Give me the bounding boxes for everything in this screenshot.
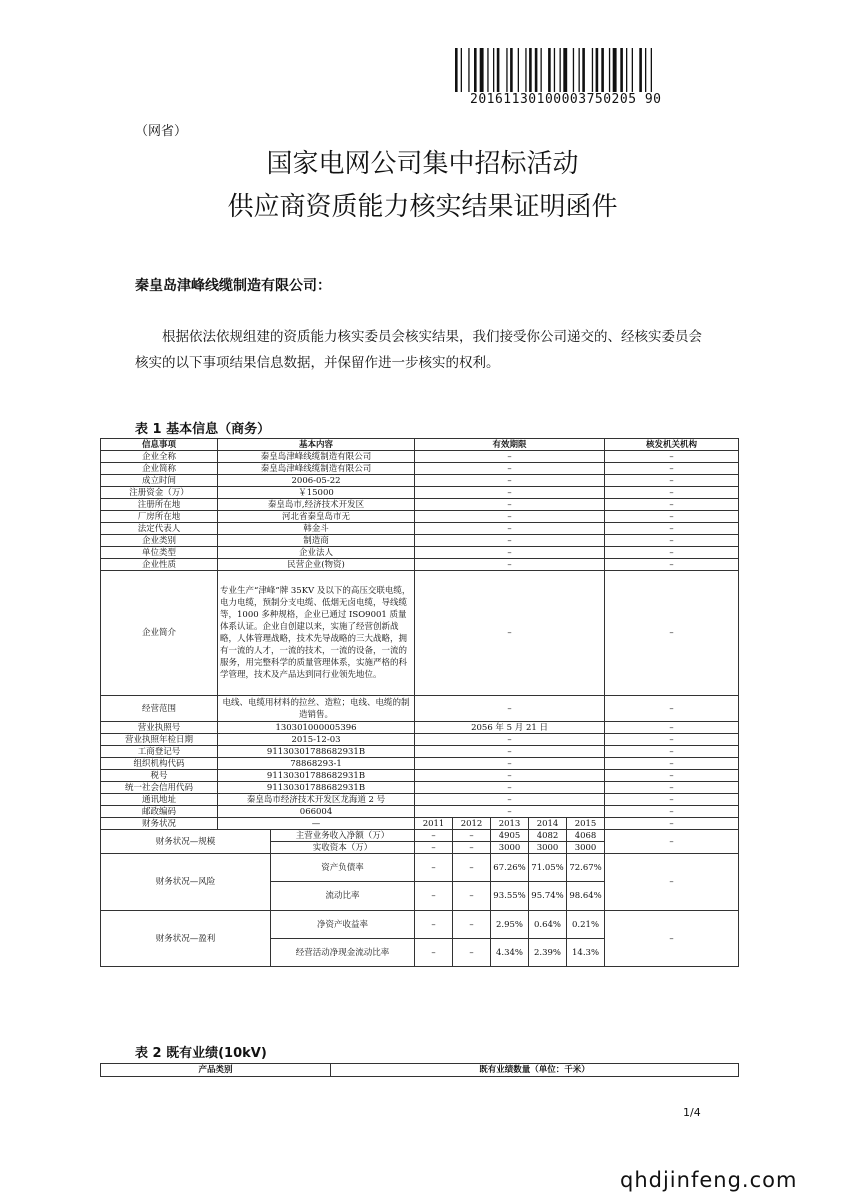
profit-value: 0.21%	[567, 911, 605, 939]
finance-year: 2014	[529, 818, 567, 830]
risk-value: 95.74%	[529, 882, 567, 911]
table-row	[101, 535, 739, 547]
item-issuer: –	[605, 487, 739, 499]
scope-label: 经营范围	[101, 696, 218, 722]
profit-group-label: 财务状况—盈利	[101, 911, 271, 967]
barcode-number: 20161130100003750205 90	[470, 92, 662, 107]
item-validity: –	[415, 734, 605, 746]
item-content: 78868293-1	[218, 758, 415, 770]
scope-issuer: –	[605, 696, 739, 722]
barcode-bar	[632, 48, 633, 92]
barcode-bar	[563, 48, 567, 92]
table-row	[101, 734, 739, 746]
item-label: 企业类别	[101, 535, 218, 547]
table-row	[101, 559, 739, 571]
item-content: 91130301788682931B	[218, 770, 415, 782]
item-validity: –	[415, 782, 605, 794]
barcode-bar	[468, 48, 469, 92]
item-issuer: –	[605, 722, 739, 734]
scale-value: 4068	[567, 830, 605, 842]
risk-group-label: 财务状况—风险	[101, 854, 271, 911]
header-content: 基本内容	[218, 439, 415, 451]
barcode-bar	[461, 48, 462, 92]
table-row	[101, 475, 739, 487]
table2-caption: 表 2 既有业绩(10kV)	[135, 1046, 267, 1061]
item-issuer: –	[605, 559, 739, 571]
table-row	[101, 770, 739, 782]
profit-metric: 净资产收益率	[271, 911, 415, 939]
barcode-bar	[497, 48, 500, 92]
barcode-bar	[573, 48, 574, 92]
finance-issuer: –	[605, 818, 739, 830]
item-issuer: –	[605, 746, 739, 758]
item-content: 河北省秦皇岛市无	[218, 511, 415, 523]
barcode-bar	[548, 48, 551, 92]
barcode-bar	[529, 48, 532, 92]
risk-value: –	[453, 882, 491, 911]
intro-content: 专业生产“津峰”牌 35KV 及以下的高压交联电缆，电力电缆，预制分支电缆、低烟无卤电缆，导线缆等，1000 多种规格，企业已通过 ISO9001 质量体系认证。企业自创建以来，实施了经营创新战略，人体管理战略，技术先导战略的三大战略，拥有一流的人才，一流的技术，一流的设备，一流的服务，用完整科学的质量管理体系，实施严格的科学管理，技术及产品达到同行业领先地位。	[218, 571, 415, 696]
item-validity: –	[415, 794, 605, 806]
profit-value: 2.95%	[491, 911, 529, 939]
scope-content: 电线、电缆用材料的拉丝、造粒；电线、电缆的制造销售。	[218, 696, 415, 722]
table2-header-quantity: 既有业绩数量（单位：千米）	[331, 1064, 739, 1077]
item-validity: –	[415, 547, 605, 559]
finance-year: 2013	[491, 818, 529, 830]
item-issuer: –	[605, 758, 739, 770]
scale-group-label: 财务状况—规模	[101, 830, 271, 854]
profit-metric: 经营活动净现金流动比率	[271, 939, 415, 967]
table-row	[101, 499, 739, 511]
table-row	[101, 547, 739, 559]
table-row	[101, 487, 739, 499]
item-label: 统一社会信用代码	[101, 782, 218, 794]
item-label: 企业简称	[101, 463, 218, 475]
item-issuer: –	[605, 734, 739, 746]
item-validity: –	[415, 806, 605, 818]
item-issuer: –	[605, 499, 739, 511]
item-label: 厂房所在地	[101, 511, 218, 523]
item-issuer: –	[605, 451, 739, 463]
barcode-bar	[493, 48, 494, 92]
barcode-bar	[518, 48, 519, 92]
risk-metric: 资产负债率	[271, 854, 415, 882]
performance-table	[100, 1063, 739, 1077]
barcode-bar	[474, 48, 477, 92]
item-label: 邮政编码	[101, 806, 218, 818]
item-content: 2006-05-22	[218, 475, 415, 487]
item-content: 秦皇岛市,经济技术开发区	[218, 499, 415, 511]
item-label: 单位类型	[101, 547, 218, 559]
item-content: 秦皇岛市经济技术开发区龙海道 2 号	[218, 794, 415, 806]
table2-header-product: 产品类别	[101, 1064, 331, 1077]
item-validity: –	[415, 499, 605, 511]
intro-label: 企业简介	[101, 571, 218, 696]
scale-value: 3000	[491, 842, 529, 854]
table-row	[101, 794, 739, 806]
profit-value: –	[453, 939, 491, 967]
table-row	[101, 782, 739, 794]
item-validity: –	[415, 770, 605, 782]
profit-value: 14.3%	[567, 939, 605, 967]
table-row	[101, 523, 739, 535]
item-content: 066004	[218, 806, 415, 818]
finance-status-label: 财务状况	[101, 818, 218, 830]
item-content: 韩金斗	[218, 523, 415, 535]
scale-metric: 主营业务收入净额（万）	[271, 830, 415, 842]
item-label: 企业性质	[101, 559, 218, 571]
item-label: 营业执照号	[101, 722, 218, 734]
barcode-bar	[626, 48, 627, 92]
item-validity: –	[415, 511, 605, 523]
item-validity: –	[415, 746, 605, 758]
item-issuer: –	[605, 770, 739, 782]
barcode-bar	[506, 48, 507, 92]
item-content: 2015-12-03	[218, 734, 415, 746]
intro-paragraph: 根据依法依规组建的资质能力核实委员会核实结果，我们接受你公司递交的、经核实委员会核实的以下事项结果信息数据，并保留作进一步核实的权利。	[135, 329, 702, 371]
scale-value: –	[453, 842, 491, 854]
profit-value: 4.34%	[491, 939, 529, 967]
profit-issuer: –	[605, 911, 739, 967]
item-validity: –	[415, 758, 605, 770]
item-content: 130301000005396	[218, 722, 415, 734]
item-validity: –	[415, 475, 605, 487]
barcode-bar	[639, 48, 642, 92]
table-row	[101, 758, 739, 770]
table-row	[101, 451, 739, 463]
barcode-bar	[554, 48, 555, 92]
risk-value: 98.64%	[567, 882, 605, 911]
barcode-bar	[582, 48, 585, 92]
item-issuer: –	[605, 535, 739, 547]
item-issuer: –	[605, 782, 739, 794]
barcode-bar	[613, 48, 617, 92]
addressee: 秦皇岛津峰线缆制造有限公司：	[135, 278, 331, 294]
item-validity: –	[415, 451, 605, 463]
finance-year: 2012	[453, 818, 491, 830]
barcode-bar	[620, 48, 623, 92]
barcode-bar	[645, 48, 646, 92]
table-row	[101, 830, 739, 842]
barcode-bar	[487, 48, 488, 92]
scale-value: 3000	[567, 842, 605, 854]
item-validity: –	[415, 559, 605, 571]
risk-value: 72.67%	[567, 854, 605, 882]
table-row	[101, 911, 739, 939]
barcode-bar	[651, 48, 652, 92]
basic-info-table	[100, 438, 739, 967]
table-row	[101, 722, 739, 734]
risk-value: –	[453, 854, 491, 882]
item-content: 91130301788682931B	[218, 746, 415, 758]
risk-value: 71.05%	[529, 854, 567, 882]
scale-value: 4082	[529, 830, 567, 842]
item-content: 企业法人	[218, 547, 415, 559]
scope-validity: –	[415, 696, 605, 722]
scale-value: –	[415, 842, 453, 854]
barcode-bar	[609, 48, 610, 92]
item-label: 通讯地址	[101, 794, 218, 806]
risk-issuer: –	[605, 854, 739, 911]
risk-value: 93.55%	[491, 882, 529, 911]
item-label: 注册所在地	[101, 499, 218, 511]
finance-status-content: —	[218, 818, 415, 830]
scale-value: 3000	[529, 842, 567, 854]
header-item: 信息事项	[101, 439, 218, 451]
item-label: 成立时间	[101, 475, 218, 487]
watermark: qhdjinfeng.com	[620, 1168, 798, 1192]
item-label: 法定代表人	[101, 523, 218, 535]
scale-value: 4905	[491, 830, 529, 842]
item-label: 注册资金（万）	[101, 487, 218, 499]
table-row	[101, 511, 739, 523]
intro-validity: –	[415, 571, 605, 696]
risk-metric: 流动比率	[271, 882, 415, 911]
profit-value: –	[453, 911, 491, 939]
risk-value: –	[415, 854, 453, 882]
province-tag: （网省）	[135, 124, 188, 139]
barcode-bar	[525, 48, 526, 92]
barcode-bar	[480, 48, 484, 92]
item-issuer: –	[605, 794, 739, 806]
item-label: 营业执照年检日期	[101, 734, 218, 746]
finance-year: 2011	[415, 818, 453, 830]
item-validity: –	[415, 535, 605, 547]
barcode-bar	[455, 48, 458, 92]
item-issuer: –	[605, 806, 739, 818]
item-validity: –	[415, 487, 605, 499]
barcode-bar	[535, 48, 538, 92]
profit-value: –	[415, 939, 453, 967]
item-content: 制造商	[218, 535, 415, 547]
barcode-bar	[592, 48, 593, 92]
page-number: 1/4	[683, 1106, 701, 1119]
table-row	[101, 463, 739, 475]
document-title-line1: 国家电网公司集中招标活动	[266, 149, 579, 179]
profit-value: 0.64%	[529, 911, 567, 939]
table-row	[101, 746, 739, 758]
profit-value: –	[415, 911, 453, 939]
item-label: 组织机构代码	[101, 758, 218, 770]
scale-value: –	[415, 830, 453, 842]
item-issuer: –	[605, 547, 739, 559]
barcode-bar	[541, 48, 542, 92]
table1-caption: 表 1 基本信息（商务）	[135, 422, 271, 437]
scale-metric: 实收资本（万）	[271, 842, 415, 854]
barcode-bar	[596, 48, 599, 92]
item-label: 工商登记号	[101, 746, 218, 758]
item-content: ￥15000	[218, 487, 415, 499]
item-content: 秦皇岛津峰线缆制造有限公司	[218, 451, 415, 463]
item-issuer: –	[605, 511, 739, 523]
barcode-image	[455, 48, 705, 94]
item-content: 91130301788682931B	[218, 782, 415, 794]
item-label: 税号	[101, 770, 218, 782]
header-validity: 有效期限	[415, 439, 605, 451]
item-issuer: –	[605, 475, 739, 487]
document-title-line2: 供应商资质能力核实结果证明函件	[227, 192, 618, 222]
item-validity: 2056 年 5 月 21 日	[415, 722, 605, 734]
risk-value: –	[415, 882, 453, 911]
barcode-bar	[560, 48, 561, 92]
finance-year: 2015	[567, 818, 605, 830]
scale-issuer: –	[605, 830, 739, 854]
item-validity: –	[415, 463, 605, 475]
item-label: 企业全称	[101, 451, 218, 463]
item-validity: –	[415, 523, 605, 535]
item-content: 秦皇岛津峰线缆制造有限公司	[218, 463, 415, 475]
item-issuer: –	[605, 463, 739, 475]
item-issuer: –	[605, 523, 739, 535]
barcode-bar	[579, 48, 580, 92]
table-row	[101, 854, 739, 882]
profit-value: 2.39%	[529, 939, 567, 967]
item-content: 民营企业(物资)	[218, 559, 415, 571]
barcode-bar	[510, 48, 513, 92]
table-row	[101, 806, 739, 818]
header-issuer: 核发机关机构	[605, 439, 739, 451]
risk-value: 67.26%	[491, 854, 529, 882]
intro-issuer: –	[605, 571, 739, 696]
scale-value: –	[453, 830, 491, 842]
barcode-bar	[601, 48, 604, 92]
